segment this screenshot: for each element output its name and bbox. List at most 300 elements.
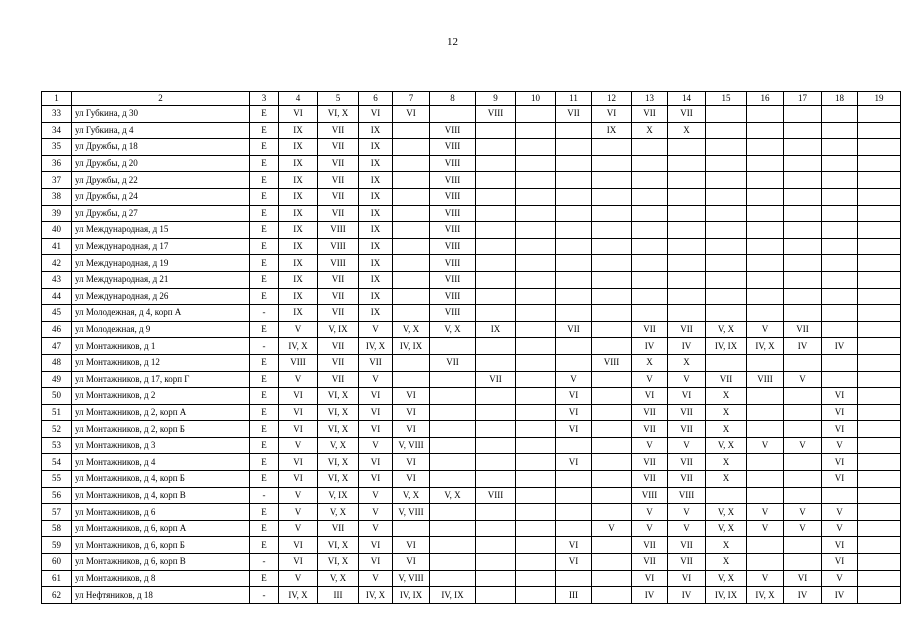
column-header-10: 10 bbox=[516, 92, 556, 106]
table-cell bbox=[592, 321, 632, 338]
table-cell: VIII bbox=[430, 238, 476, 255]
table-cell: IV bbox=[822, 338, 858, 355]
table-cell: X bbox=[668, 354, 706, 371]
table-cell bbox=[516, 238, 556, 255]
row-number-cell: 33 bbox=[42, 106, 72, 123]
table-cell: IV, X bbox=[279, 587, 318, 604]
table-cell bbox=[747, 222, 784, 239]
table-cell: VI bbox=[668, 570, 706, 587]
table-cell: VII bbox=[668, 537, 706, 554]
table-row bbox=[42, 354, 901, 371]
table-cell bbox=[430, 437, 476, 454]
table-cell bbox=[393, 255, 430, 272]
address-cell: ул Дружбы, д 24 bbox=[72, 188, 250, 205]
table-cell: VII bbox=[784, 321, 822, 338]
table-cell bbox=[858, 288, 901, 305]
table-cell: VI bbox=[556, 537, 592, 554]
table-cell bbox=[516, 205, 556, 222]
table-cell: VII bbox=[318, 354, 359, 371]
table-row bbox=[42, 454, 901, 471]
table-cell bbox=[476, 288, 516, 305]
table-cell: V bbox=[279, 371, 318, 388]
table-cell: VI, X bbox=[318, 388, 359, 405]
table-cell: V bbox=[747, 570, 784, 587]
table-cell: VIII bbox=[632, 487, 668, 504]
table-cell bbox=[516, 139, 556, 156]
table-cell bbox=[476, 222, 516, 239]
table-cell bbox=[822, 122, 858, 139]
table-cell bbox=[747, 188, 784, 205]
table-cell: VI bbox=[822, 421, 858, 438]
table-cell bbox=[516, 520, 556, 537]
table-cell: X bbox=[632, 354, 668, 371]
table-cell: IX bbox=[359, 139, 393, 156]
table-cell: V bbox=[556, 371, 592, 388]
table-cell bbox=[747, 172, 784, 189]
table-cell: VIII bbox=[430, 205, 476, 222]
address-cell: ул Монтажников, д 6, корп В bbox=[72, 554, 250, 571]
table-row bbox=[42, 122, 901, 139]
table-cell: V bbox=[668, 437, 706, 454]
table-cell bbox=[858, 305, 901, 322]
table-cell bbox=[747, 255, 784, 272]
table-cell: VI, X bbox=[318, 404, 359, 421]
table-cell: VIII bbox=[430, 255, 476, 272]
table-cell: IX bbox=[592, 122, 632, 139]
table-cell: VII bbox=[318, 520, 359, 537]
table-cell: Е bbox=[250, 122, 279, 139]
table-cell: V, IX bbox=[318, 321, 359, 338]
table-cell: VI, X bbox=[318, 554, 359, 571]
table-row bbox=[42, 288, 901, 305]
column-header-3: 3 bbox=[250, 92, 279, 106]
table-cell bbox=[592, 338, 632, 355]
table-cell: V bbox=[359, 570, 393, 587]
table-cell: VIII bbox=[430, 155, 476, 172]
address-cell: ул Монтажников, д 6, корп А bbox=[72, 520, 250, 537]
table-cell bbox=[556, 139, 592, 156]
table-cell: VII bbox=[318, 271, 359, 288]
table-cell: Е bbox=[250, 155, 279, 172]
table-cell bbox=[430, 106, 476, 123]
row-number-cell: 35 bbox=[42, 139, 72, 156]
table-cell bbox=[747, 205, 784, 222]
row-number-cell: 61 bbox=[42, 570, 72, 587]
table-cell: X bbox=[706, 421, 747, 438]
table-cell bbox=[516, 454, 556, 471]
table-cell: V bbox=[279, 570, 318, 587]
table-cell: V bbox=[668, 520, 706, 537]
column-header-11: 11 bbox=[556, 92, 592, 106]
table-cell: V bbox=[359, 371, 393, 388]
table-cell bbox=[706, 354, 747, 371]
table-cell bbox=[784, 271, 822, 288]
table-cell: IX bbox=[279, 255, 318, 272]
table-row bbox=[42, 587, 901, 604]
table-cell bbox=[556, 338, 592, 355]
table-cell bbox=[822, 371, 858, 388]
table-cell: IV bbox=[668, 338, 706, 355]
table-cell: V bbox=[747, 437, 784, 454]
table-cell bbox=[592, 139, 632, 156]
table-cell bbox=[747, 421, 784, 438]
table-row bbox=[42, 421, 901, 438]
table-cell bbox=[516, 570, 556, 587]
table-cell: X bbox=[706, 537, 747, 554]
table-cell: IV, IX bbox=[393, 338, 430, 355]
table-cell bbox=[592, 570, 632, 587]
table-row bbox=[42, 205, 901, 222]
table-cell bbox=[476, 404, 516, 421]
table-cell: IV, IX bbox=[393, 587, 430, 604]
table-cell: VII bbox=[668, 106, 706, 123]
table-cell bbox=[706, 487, 747, 504]
table-cell bbox=[784, 205, 822, 222]
table-cell bbox=[858, 570, 901, 587]
table-cell: Е bbox=[250, 437, 279, 454]
table-cell bbox=[858, 106, 901, 123]
table-cell: IX bbox=[279, 305, 318, 322]
table-cell: V, X bbox=[393, 487, 430, 504]
table-cell bbox=[632, 139, 668, 156]
table-cell bbox=[430, 404, 476, 421]
table-cell bbox=[476, 554, 516, 571]
table-cell bbox=[476, 305, 516, 322]
table-cell bbox=[516, 255, 556, 272]
table-cell bbox=[516, 155, 556, 172]
table-cell: X bbox=[706, 554, 747, 571]
table-cell bbox=[393, 238, 430, 255]
table-cell bbox=[784, 487, 822, 504]
table-cell bbox=[556, 487, 592, 504]
table-cell: Е bbox=[250, 371, 279, 388]
table-cell bbox=[858, 404, 901, 421]
table-cell bbox=[592, 587, 632, 604]
table-cell bbox=[556, 122, 592, 139]
table-cell: V bbox=[359, 321, 393, 338]
address-cell: ул Губкина, д 4 bbox=[72, 122, 250, 139]
table-cell: Е bbox=[250, 222, 279, 239]
table-cell: X bbox=[706, 471, 747, 488]
row-number-cell: 53 bbox=[42, 437, 72, 454]
table-cell bbox=[516, 537, 556, 554]
table-cell: IX bbox=[279, 172, 318, 189]
table-cell: - bbox=[250, 338, 279, 355]
table-cell: IX bbox=[359, 222, 393, 239]
address-cell: ул Монтажников, д 8 bbox=[72, 570, 250, 587]
table-cell bbox=[784, 305, 822, 322]
table-cell: VII bbox=[706, 371, 747, 388]
table-cell bbox=[476, 354, 516, 371]
table-cell: Е bbox=[250, 288, 279, 305]
table-cell bbox=[476, 338, 516, 355]
column-header-15: 15 bbox=[706, 92, 747, 106]
address-cell: ул Монтажников, д 17, корп Г bbox=[72, 371, 250, 388]
table-cell bbox=[747, 388, 784, 405]
table-cell bbox=[784, 471, 822, 488]
column-header-4: 4 bbox=[279, 92, 318, 106]
row-number-cell: 55 bbox=[42, 471, 72, 488]
table-cell: VIII bbox=[430, 188, 476, 205]
table-cell bbox=[632, 255, 668, 272]
table-cell: VI bbox=[556, 421, 592, 438]
table-cell: VI bbox=[393, 404, 430, 421]
table-row bbox=[42, 321, 901, 338]
table-cell bbox=[393, 288, 430, 305]
table-cell bbox=[784, 354, 822, 371]
table-cell: X bbox=[668, 122, 706, 139]
table-cell bbox=[822, 188, 858, 205]
table-cell: Е bbox=[250, 454, 279, 471]
table-row bbox=[42, 172, 901, 189]
table-cell bbox=[556, 305, 592, 322]
table-cell: VI, X bbox=[318, 421, 359, 438]
address-cell: ул Монтажников, д 6 bbox=[72, 504, 250, 521]
table-cell bbox=[784, 188, 822, 205]
table-cell bbox=[858, 338, 901, 355]
table-cell bbox=[747, 271, 784, 288]
table-cell: V bbox=[279, 520, 318, 537]
table-cell: VI bbox=[822, 454, 858, 471]
table-cell bbox=[393, 122, 430, 139]
table-cell bbox=[556, 205, 592, 222]
table-cell: VII bbox=[632, 554, 668, 571]
table-cell: IX bbox=[279, 122, 318, 139]
table-cell bbox=[516, 388, 556, 405]
table-cell: IV bbox=[632, 338, 668, 355]
table-cell: VI bbox=[279, 388, 318, 405]
table-cell: VI bbox=[359, 106, 393, 123]
table-cell bbox=[516, 421, 556, 438]
table-cell bbox=[822, 106, 858, 123]
table-cell: V bbox=[359, 437, 393, 454]
table-cell bbox=[476, 271, 516, 288]
table-cell: VII bbox=[668, 421, 706, 438]
table-cell: V bbox=[279, 437, 318, 454]
table-cell: IV, IX bbox=[706, 587, 747, 604]
table-cell bbox=[430, 471, 476, 488]
table-cell bbox=[668, 155, 706, 172]
table-cell bbox=[706, 255, 747, 272]
table-cell: VII bbox=[668, 554, 706, 571]
table-cell bbox=[393, 354, 430, 371]
table-cell bbox=[516, 271, 556, 288]
table-cell: VII bbox=[318, 155, 359, 172]
table-cell bbox=[706, 106, 747, 123]
table-cell: V bbox=[279, 321, 318, 338]
row-number-cell: 46 bbox=[42, 321, 72, 338]
table-cell: V bbox=[668, 504, 706, 521]
table-cell bbox=[858, 122, 901, 139]
table-cell bbox=[784, 155, 822, 172]
table-cell bbox=[393, 371, 430, 388]
column-header-7: 7 bbox=[393, 92, 430, 106]
table-cell: Е bbox=[250, 106, 279, 123]
table-cell bbox=[592, 205, 632, 222]
table-cell bbox=[476, 155, 516, 172]
table-cell: V bbox=[632, 437, 668, 454]
row-number-cell: 54 bbox=[42, 454, 72, 471]
table-cell: IV bbox=[822, 587, 858, 604]
table-cell bbox=[858, 371, 901, 388]
table-cell bbox=[747, 487, 784, 504]
table-cell: Е bbox=[250, 354, 279, 371]
address-cell: ул Губкина, д 30 bbox=[72, 106, 250, 123]
table-cell: Е bbox=[250, 471, 279, 488]
table-cell bbox=[858, 554, 901, 571]
table-cell: IX bbox=[359, 172, 393, 189]
table-cell: IX bbox=[359, 288, 393, 305]
table-cell bbox=[632, 155, 668, 172]
table-cell: V bbox=[359, 520, 393, 537]
table-cell bbox=[393, 155, 430, 172]
table-cell: VI bbox=[822, 388, 858, 405]
table-cell bbox=[430, 371, 476, 388]
table-cell bbox=[858, 487, 901, 504]
table-cell bbox=[592, 222, 632, 239]
table-cell bbox=[706, 188, 747, 205]
table-cell bbox=[476, 471, 516, 488]
table-cell bbox=[706, 222, 747, 239]
table-cell: IV bbox=[668, 587, 706, 604]
table-cell: Е bbox=[250, 172, 279, 189]
table-cell: VII bbox=[668, 454, 706, 471]
table-cell: VII bbox=[556, 106, 592, 123]
table-cell bbox=[516, 471, 556, 488]
table-cell: V bbox=[784, 504, 822, 521]
table-cell: VI, X bbox=[318, 106, 359, 123]
row-number-cell: 57 bbox=[42, 504, 72, 521]
address-cell: ул Международная, д 26 bbox=[72, 288, 250, 305]
table-cell bbox=[430, 338, 476, 355]
table-cell: Е bbox=[250, 570, 279, 587]
address-cell: ул Монтажников, д 2, корп Б bbox=[72, 421, 250, 438]
table-cell: IX bbox=[359, 205, 393, 222]
table-cell bbox=[822, 354, 858, 371]
table-cell bbox=[592, 271, 632, 288]
row-number-cell: 42 bbox=[42, 255, 72, 272]
table-cell bbox=[556, 255, 592, 272]
table-cell: V bbox=[784, 371, 822, 388]
table-cell: V, X bbox=[318, 570, 359, 587]
table-cell: X bbox=[706, 404, 747, 421]
table-cell: VI bbox=[393, 454, 430, 471]
row-number-cell: 56 bbox=[42, 487, 72, 504]
table-cell: VII bbox=[476, 371, 516, 388]
table-cell: VI bbox=[784, 570, 822, 587]
table-row bbox=[42, 155, 901, 172]
table-cell: - bbox=[250, 487, 279, 504]
table-cell: V, X bbox=[706, 321, 747, 338]
table-cell: V bbox=[784, 520, 822, 537]
table-cell: V bbox=[632, 520, 668, 537]
table-cell bbox=[784, 537, 822, 554]
table-cell: VI bbox=[359, 421, 393, 438]
table-row bbox=[42, 388, 901, 405]
table-cell: VI bbox=[279, 404, 318, 421]
table-cell bbox=[516, 371, 556, 388]
table-cell bbox=[632, 271, 668, 288]
row-number-cell: 44 bbox=[42, 288, 72, 305]
table-cell: IX bbox=[279, 155, 318, 172]
table-cell bbox=[632, 188, 668, 205]
table-cell bbox=[476, 537, 516, 554]
table-cell: IX bbox=[279, 205, 318, 222]
row-number-cell: 49 bbox=[42, 371, 72, 388]
column-header-16: 16 bbox=[747, 92, 784, 106]
table-cell: VIII bbox=[430, 122, 476, 139]
table-cell bbox=[747, 139, 784, 156]
table-cell bbox=[476, 504, 516, 521]
table-cell bbox=[747, 454, 784, 471]
table-cell: VII bbox=[668, 321, 706, 338]
table-cell: IX bbox=[279, 238, 318, 255]
address-cell: ул Монтажников, д 4, корп В bbox=[72, 487, 250, 504]
table-cell: VI bbox=[393, 388, 430, 405]
table-cell: V bbox=[632, 371, 668, 388]
table-cell bbox=[858, 255, 901, 272]
row-number-cell: 41 bbox=[42, 238, 72, 255]
row-number-cell: 51 bbox=[42, 404, 72, 421]
address-cell: ул Монтажников, д 4, корп Б bbox=[72, 471, 250, 488]
table-cell: VIII bbox=[318, 222, 359, 239]
row-number-cell: 40 bbox=[42, 222, 72, 239]
table-cell: VIII bbox=[668, 487, 706, 504]
table-cell bbox=[393, 520, 430, 537]
table-cell bbox=[516, 321, 556, 338]
table-cell bbox=[476, 570, 516, 587]
table-cell bbox=[430, 421, 476, 438]
address-cell: ул Монтажников, д 2, корп А bbox=[72, 404, 250, 421]
page-number: 12 bbox=[447, 36, 458, 48]
table-cell bbox=[668, 139, 706, 156]
table-cell bbox=[822, 487, 858, 504]
table-cell bbox=[592, 172, 632, 189]
table-cell bbox=[556, 271, 592, 288]
table-cell bbox=[858, 188, 901, 205]
table-cell: V, X bbox=[318, 437, 359, 454]
table-cell bbox=[476, 255, 516, 272]
table-cell: V, X bbox=[706, 520, 747, 537]
table-cell bbox=[592, 238, 632, 255]
table-cell: VII bbox=[318, 371, 359, 388]
table-cell: IX bbox=[279, 139, 318, 156]
table-cell bbox=[822, 205, 858, 222]
table-cell: VII bbox=[318, 288, 359, 305]
table-cell bbox=[556, 471, 592, 488]
table-cell: VI bbox=[822, 404, 858, 421]
table-cell: VII bbox=[632, 321, 668, 338]
table-cell: VI bbox=[359, 554, 393, 571]
column-header-13: 13 bbox=[632, 92, 668, 106]
table-cell: VII bbox=[632, 471, 668, 488]
table-cell bbox=[592, 305, 632, 322]
table-cell bbox=[858, 172, 901, 189]
column-header-6: 6 bbox=[359, 92, 393, 106]
table-cell: VI bbox=[393, 554, 430, 571]
table-cell bbox=[822, 321, 858, 338]
table-cell bbox=[858, 388, 901, 405]
table-row bbox=[42, 106, 901, 123]
table-cell: VI bbox=[822, 471, 858, 488]
row-number-cell: 37 bbox=[42, 172, 72, 189]
table-cell bbox=[393, 305, 430, 322]
table-cell: VI bbox=[279, 454, 318, 471]
table-cell: Е bbox=[250, 188, 279, 205]
table-header-row bbox=[42, 92, 901, 106]
table-cell bbox=[430, 388, 476, 405]
table-cell: V, X bbox=[706, 504, 747, 521]
